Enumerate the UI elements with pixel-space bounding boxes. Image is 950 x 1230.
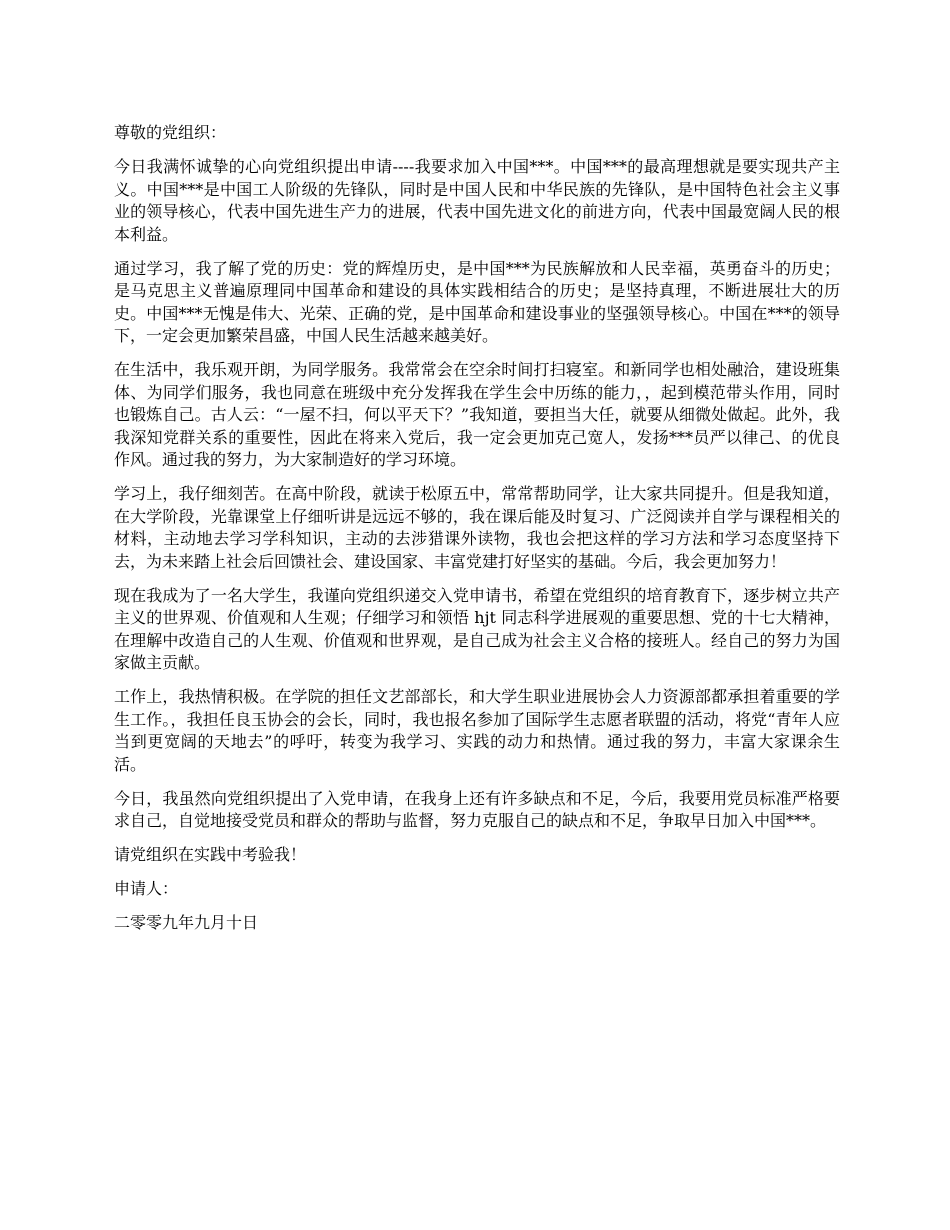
letter-body bbox=[114, 122, 840, 946]
letter-paragraph: 学习上，我仔细刻苦。在高中阶段，就读于松原五中，常常帮助同学，让大家共同提升。但是我知道，在大学阶段，光靠课堂上仔细听讲是远远不够的，我在课后能及时复习、广泛阅读并自学与课程相关的材料，主动地去学习学科知识，主动的去涉猎课外读物，我也会把这样的学习方法和学习态度坚持下去，为未来踏上社会后回馈社会、建设国家、丰富党建打好坚实的基础。今后，我会更加努力！ bbox=[114, 484, 840, 571]
letter-paragraph: 通过学习，我了解了党的历史：党的辉煌历史，是中国***为民族解放和人民幸福，英勇奋斗的历史；是马克思主义普遍原理同中国革命和建设的具体实践相结合的历史；是坚持真理，不断进展壮大的历史。中国***无愧是伟大、光荣、正确的党，是中国革命和建设事业的坚强领导核心。中国在***的领导下，一定会更加繁荣昌盛，中国人民生活越来越美好。 bbox=[114, 258, 840, 345]
letter-paragraph: 工作上，我热情积极。在学院的担任文艺部部长，和大学生职业进展协会人力资源部都承担着重要的学生工作。，我担任良玉协会的会长，同时，我也报名参加了国际学生志愿者联盟的活动，将党“青年人应当到更宽阔的天地去”的呼吁，转变为我学习、实践的动力和热情。通过我的努力，丰富大家课余生活。 bbox=[114, 687, 840, 774]
letter-paragraph: 在生活中，我乐观开朗，为同学服务。我常常会在空余时间打扫寝室。和新同学也相处融洽，建设班集体、为同学们服务，我也同意在班级中充分发挥我在学生会中历练的能力，，起到模范带头作用，同时也锻炼自己。古人云：“一屋不扫，何以平天下？”我知道，要担当大任，就要从细微处做起。此外，我我深知党群关系的重要性，因此在将来入党后，我一定会更加克己宽人，发扬***员严以律己、的优良作风。通过我的努力，为大家制造好的学习环境。 bbox=[114, 360, 840, 469]
letter-greeting: 尊敬的党组织： bbox=[114, 123, 227, 142]
applicant-label: 申请人： bbox=[114, 879, 179, 898]
letter-closing: 请党组织在实践中考验我！ bbox=[114, 845, 307, 864]
letter-paragraph: 今日我满怀诚挚的心向党组织提出申请----我要求加入中国***。中国***的最高理想就是要实现共产主义。中国***是中国工人阶级的先锋队，同时是中国人民和中华民族的先锋队，是中国特色社会主义事业的领导核心，代表中国先进生产力的进展，代表中国先进文化的前进方向，代表中国最宽阔人民的根本利益。 bbox=[114, 157, 840, 244]
letter-paragraph: 现在我成为了一名大学生，我谨向党组织递交入党申请书，希望在党组织的培育教育下，逐步树立共产主义的世界观、价值观和人生观；仔细学习和领悟 hjt 同志科学进展观的重要思想、党的十七大精神，在理解中改造自己的人生观、价值观和世界观，是自己成为社会主义合格的接班人。经自己的努力为国家做主贡献。 bbox=[114, 585, 840, 672]
letter-paragraph: 今日，我虽然向党组织提出了入党申请，在我身上还有许多缺点和不足，今后，我要用党员标准严格要求自己，自觉地接受党员和群众的帮助与监督，努力克服自己的缺点和不足，争取早日加入中国***。 bbox=[114, 788, 840, 830]
letter-date: 二零零九年九月十日 bbox=[114, 913, 259, 932]
